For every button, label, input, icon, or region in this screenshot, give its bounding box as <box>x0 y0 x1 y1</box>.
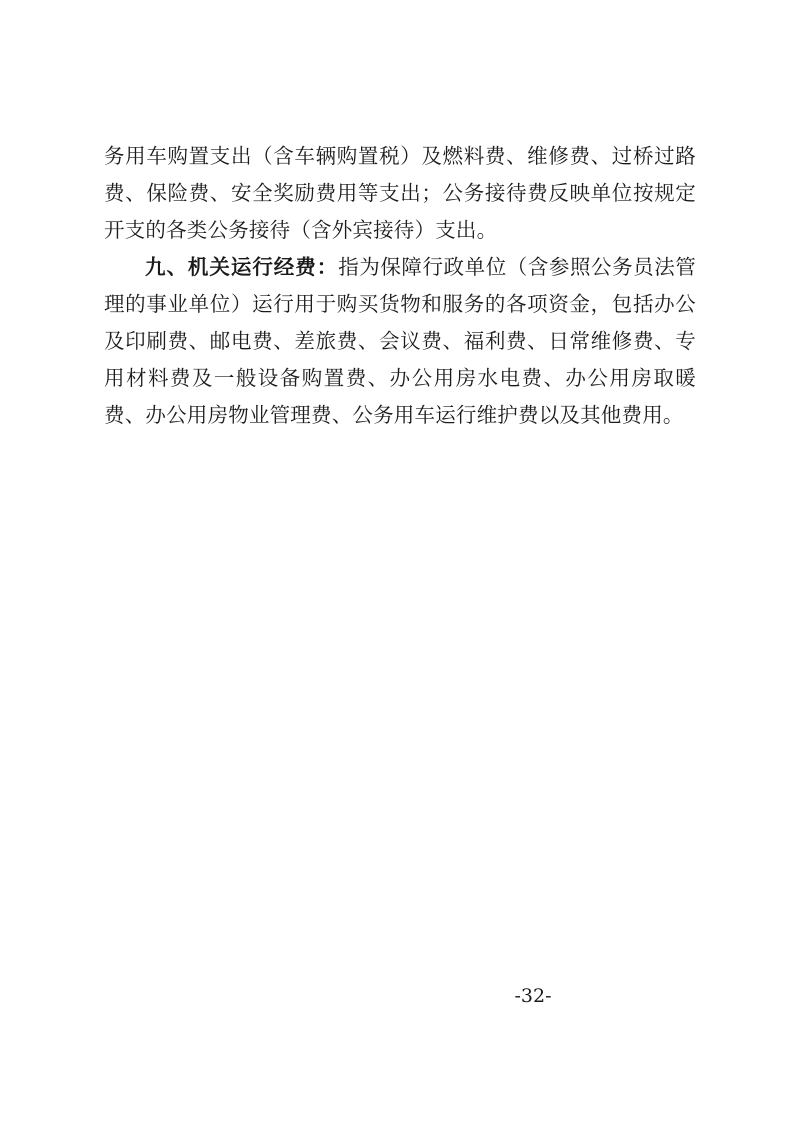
page-number: -32- <box>514 985 552 1007</box>
paragraph-item-nine-text: 指为保障行政单位（含参照公务员法管理的事业单位）运行用于购买货物和服务的各项资金，包括办公及印刷费、邮电费、差旅费、会议费、福利费、日常维修费、专用材料费及一般设备购置费、办公用房水电费、办公用房取暖费、办公用房物业管理费、公务用车运行维护费以及其他费用。 <box>104 255 696 427</box>
document-body <box>104 138 696 434</box>
paragraph-continued <box>104 138 696 249</box>
paragraph-continued-text: 务用车购置支出（含车辆购置税）及燃料费、维修费、过桥过路费、保险费、安全奖励费用等支出；公务接待费反映单位按规定开支的各类公务接待（含外宾接待）支出。 <box>104 144 696 242</box>
paragraph-item-nine-lead: 九、机关运行经费： <box>145 255 339 279</box>
paragraph-item-nine <box>104 249 696 434</box>
